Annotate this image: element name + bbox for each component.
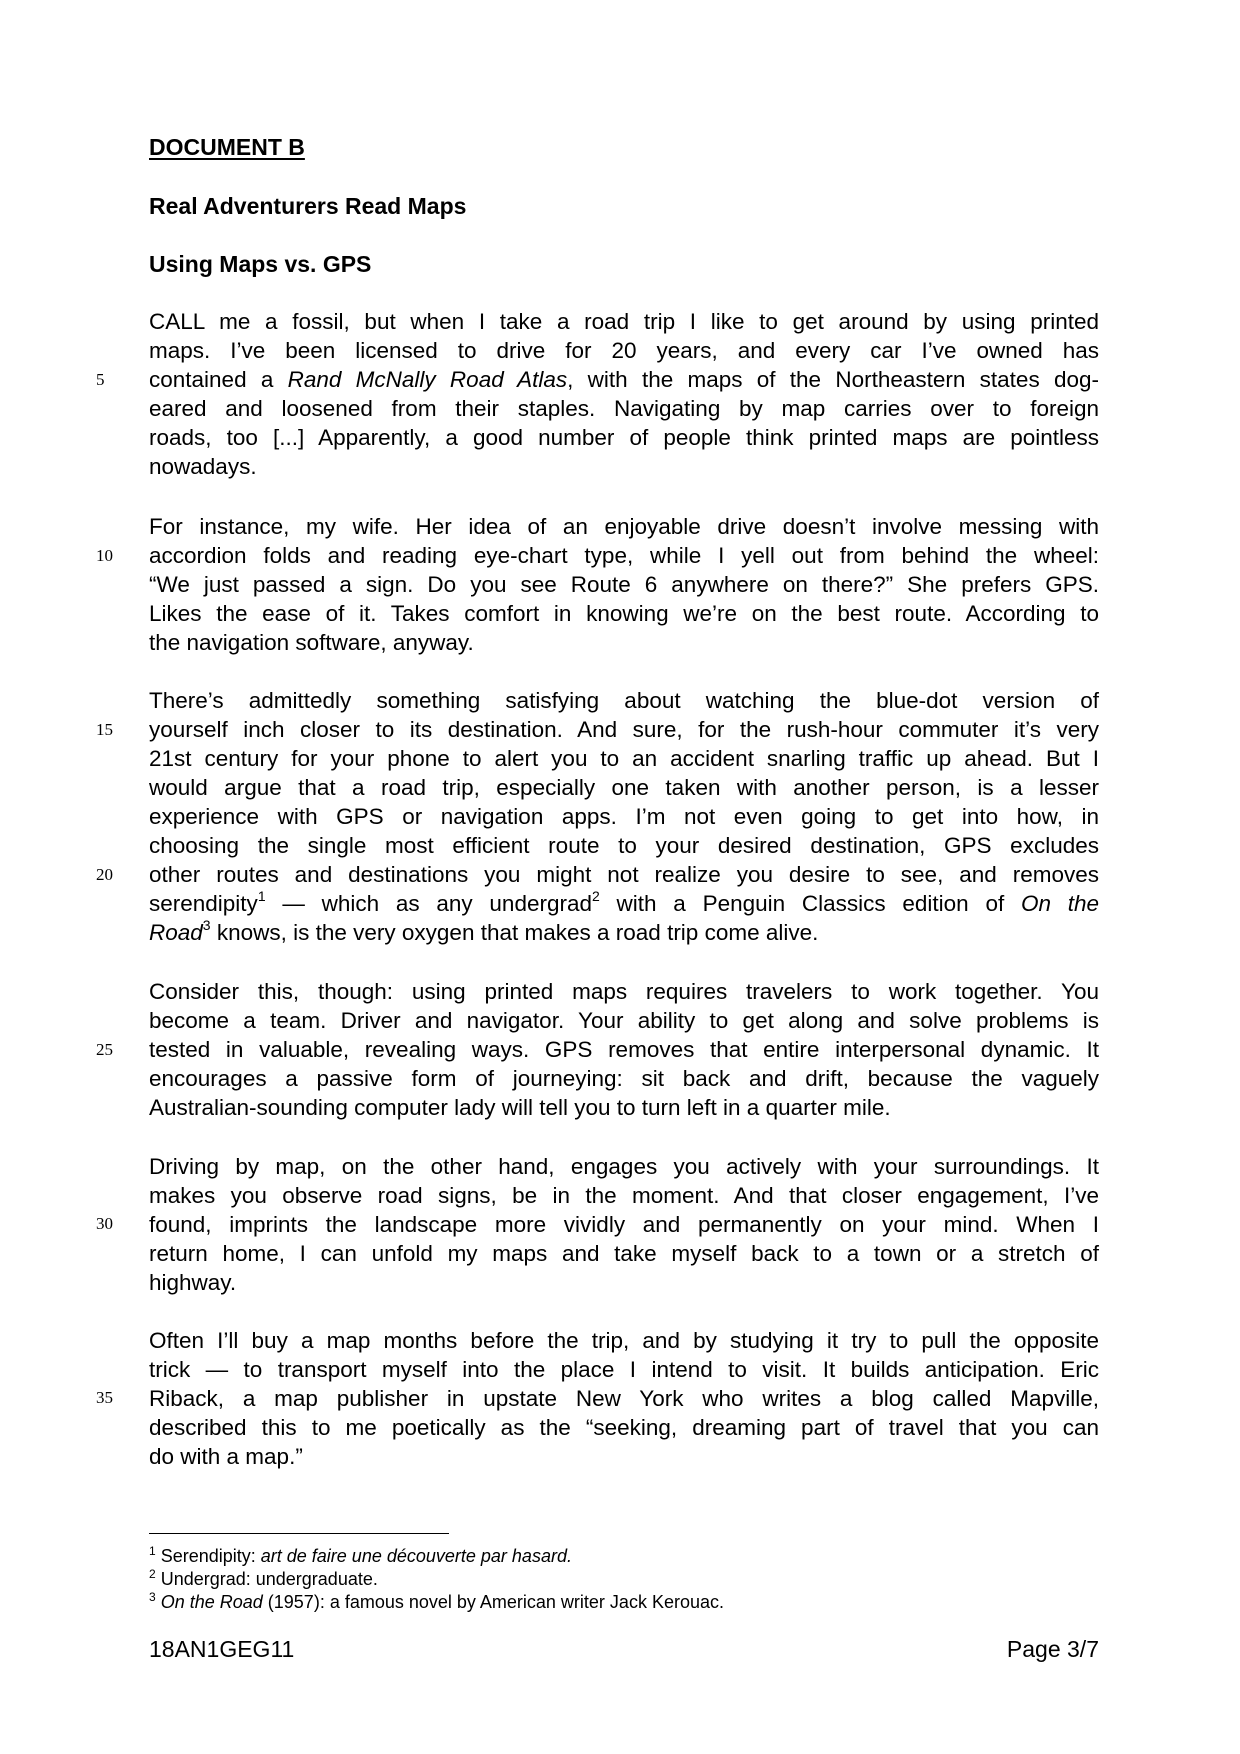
paragraph-6 xyxy=(149,1326,1099,1471)
text-line: return home, I can unfold my maps and take myself back to a town or a stretch of xyxy=(149,1241,1099,1266)
text-line: makes you observe road signs, be in the moment. And that closer engagement, I’ve xyxy=(149,1183,1099,1208)
text-line: highway. xyxy=(149,1270,237,1295)
article-title: Real Adventurers Read Maps xyxy=(149,193,467,219)
text-line: Consider this, though: using printed maps requires travelers to work together. You xyxy=(149,979,1099,1004)
line-number-15: 15 xyxy=(96,720,113,739)
emphasis-title: On the xyxy=(1020,891,1100,916)
text-line: “We just passed a sign. Do you see Route 6 anywhere on there?” She prefers GPS. xyxy=(149,572,1099,597)
emphasis-title: Road xyxy=(149,920,203,945)
footnote-3: $^3$ On the Road (1957): a famous novel by American writer Jack Kerouac. xyxy=(149,1590,724,1612)
text-line: would argue that a road trip, especially one taken with another person, is a lesser xyxy=(149,775,1099,800)
paragraph-5 xyxy=(149,1152,1099,1297)
text-line: roads, too [...] Apparently, a good number of people think printed maps are pointless xyxy=(149,425,1099,450)
line-number-35: 35 xyxy=(96,1388,113,1407)
text-line: choosing the single most efficient route to your desired destination, GPS excludes xyxy=(149,833,1099,858)
page-number: Page 3/7 xyxy=(1006,1636,1099,1662)
text-line: Road$^3$ knows, is the very oxygen that makes a road trip come alive. xyxy=(149,916,819,945)
text-line: Likes the ease of it. Takes comfort in knowing we’re on the best route. According to xyxy=(149,601,1099,626)
text-line: other routes and destinations you might not realize you desire to see, and removes xyxy=(149,862,1099,887)
footnote-ref-3: 3 xyxy=(202,916,211,933)
line-number-5: 5 xyxy=(96,370,105,389)
footnote-divider xyxy=(149,1533,449,1534)
text-line: eared and loosened from their staples. Navigating by map carries over to foreign xyxy=(149,396,1099,421)
text-line: experience with GPS or navigation apps. I’m not even going to get into how, in xyxy=(149,804,1099,829)
text-line: Australian-sounding computer lady will tell you to turn left in a quarter mile. xyxy=(149,1095,891,1120)
text-line: Riback, a map publisher in upstate New York who writes a blog called Mapville, xyxy=(149,1386,1099,1411)
footnote-ref-1: 1 xyxy=(257,887,266,904)
text-line: 21st century for your phone to alert you to an accident snarling traffic up ahead. But I xyxy=(149,746,1099,771)
text-line: For instance, my wife. Her idea of an enjoyable drive doesn’t involve messing with xyxy=(149,514,1099,539)
text-line: found, imprints the landscape more vividly and permanently on your mind. When I xyxy=(149,1212,1099,1237)
text-line: CALL me a fossil, but when I take a road trip I like to get around by using printed xyxy=(149,309,1099,334)
line-number-25: 25 xyxy=(96,1040,113,1059)
paragraph-3 xyxy=(149,686,1099,947)
text-line: yourself inch closer to its destination. And sure, for the rush-hour commuter it’s very xyxy=(149,717,1099,742)
text-line: serendipity$^1$ — which as any undergrad$^2$ with a Penguin Classics edition of On the xyxy=(149,887,1100,916)
paragraph-1 xyxy=(149,307,1099,481)
text-line: Often I’ll buy a map months before the trip, and by studying it try to pull the opposite xyxy=(149,1328,1099,1353)
text-line: Driving by map, on the other hand, engages you actively with your surroundings. It xyxy=(149,1154,1099,1179)
document-label: DOCUMENT B xyxy=(149,134,305,160)
line-number-20: 20 xyxy=(96,865,113,884)
text-line: trick — to transport myself into the place I intend to visit. It builds anticipation. Eric xyxy=(149,1357,1099,1382)
paragraph-2 xyxy=(149,512,1099,657)
line-number-30: 30 xyxy=(96,1214,113,1233)
emphasis-atlas: Rand McNally Road Atlas xyxy=(287,367,568,392)
paragraph-4 xyxy=(149,977,1099,1122)
document-code: 18AN1GEG11 xyxy=(149,1636,295,1662)
text-line: maps. I’ve been licensed to drive for 20 years, and every car I’ve owned has xyxy=(149,338,1099,363)
text-line: There’s admittedly something satisfying about watching the blue-dot version of xyxy=(149,688,1099,713)
text-line: nowadays. xyxy=(149,454,257,479)
text-line: the navigation software, anyway. xyxy=(149,630,474,655)
article-subtitle: Using Maps vs. GPS xyxy=(149,251,372,277)
text-line: tested in valuable, revealing ways. GPS removes that entire interpersonal dynamic. It xyxy=(149,1037,1099,1062)
text-line: contained a Rand McNally Road Atlas, with the maps of the Northeastern states dog- xyxy=(149,367,1099,392)
text-line: accordion folds and reading eye-chart type, while I yell out from behind the wheel: xyxy=(149,543,1099,568)
text-line: do with a map.” xyxy=(149,1444,303,1469)
text-line: encourages a passive form of journeying: sit back and drift, because the vaguely xyxy=(149,1066,1099,1091)
line-number-10: 10 xyxy=(96,546,113,565)
text-line: described this to me poetically as the “seeking, dreaming part of travel that you can xyxy=(149,1415,1099,1440)
footnote-2: $^2$ Undergrad: undergraduate. xyxy=(149,1567,378,1589)
text-line: become a team. Driver and navigator. Your ability to get along and solve problems is xyxy=(149,1008,1099,1033)
footnote-1: $^1$ Serendipity: art de faire une découverte par hasard. xyxy=(149,1544,572,1566)
footnote-ref-2: 2 xyxy=(592,887,600,904)
